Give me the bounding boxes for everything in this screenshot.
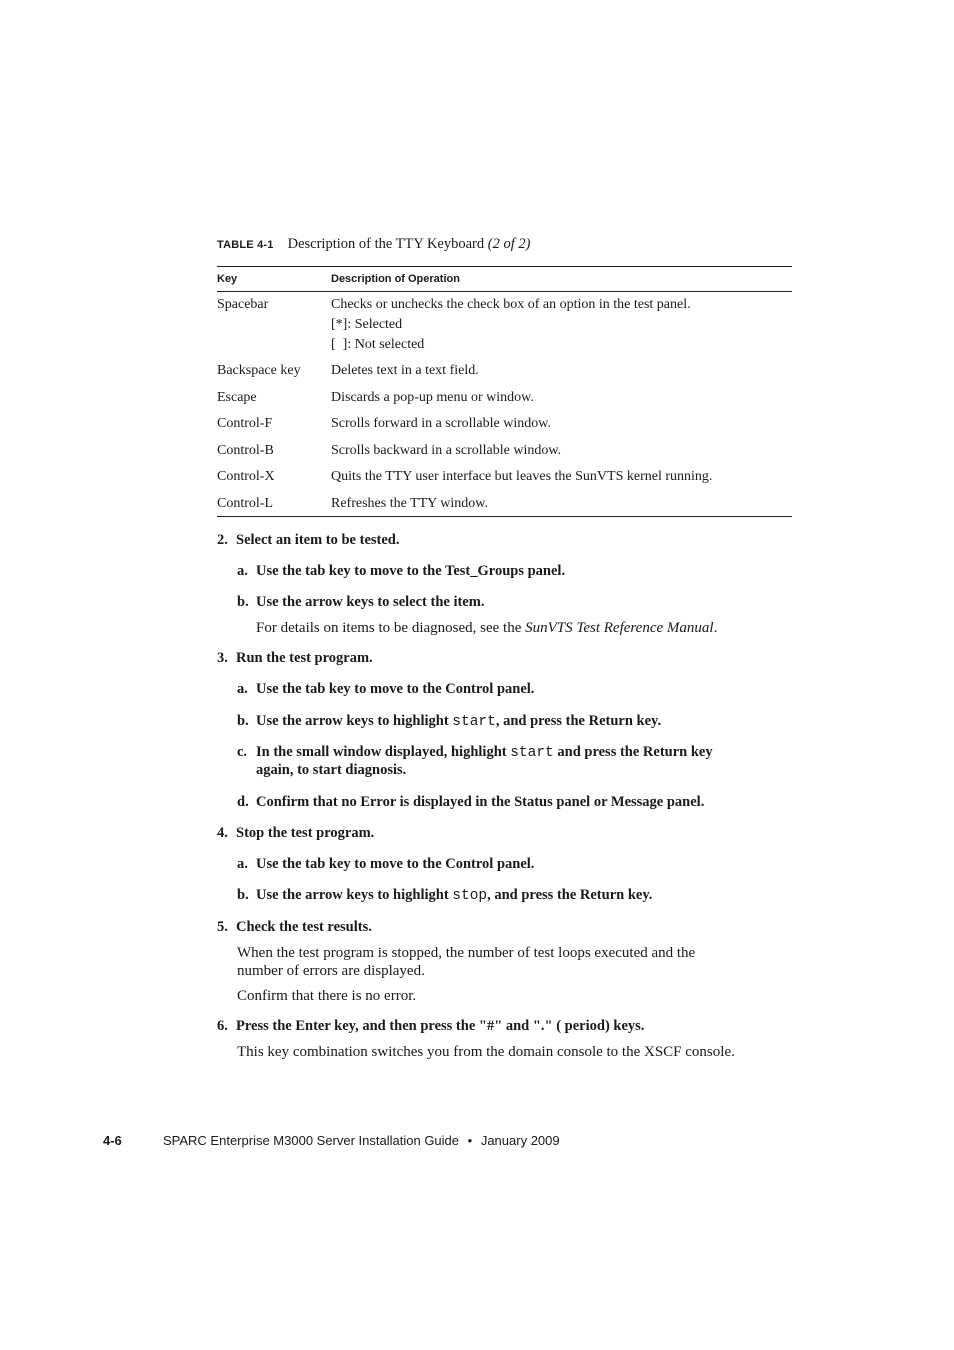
step-4a: a. Use the tab key to move to the Control panel. — [237, 856, 535, 872]
table-continuation: (2 of 2) — [487, 236, 531, 252]
table-cell-desc: Scrolls backward in a scrollable window. — [331, 443, 562, 458]
code-stop: stop — [452, 888, 488, 904]
table-cell-key: Backspace key — [217, 363, 301, 378]
table-cell-desc: Quits the TTY user interface but leaves the SunVTS kernel running. — [331, 469, 713, 484]
step-2b: b. Use the arrow keys to select the item. — [237, 594, 485, 610]
table-top-rule — [217, 266, 792, 267]
step-4: 4. Stop the test program. — [217, 825, 375, 841]
step-6: 6. Press the Enter key, and then press the "#" and "." ( period) keys. — [217, 1018, 645, 1034]
table-cell-desc: Discards a pop-up menu or window. — [331, 390, 534, 405]
table-cell-key: Control-B — [217, 443, 274, 458]
step-6-note: This key combination switches you from the domain console to the XSCF console. — [237, 1044, 735, 1060]
page-number: 4-6 — [103, 1133, 122, 1148]
book-title: SPARC Enterprise M3000 Server Installation Guide — [163, 1133, 460, 1148]
table-cell-key: Control-X — [217, 469, 275, 484]
table-cell-desc: Refreshes the TTY window. — [331, 496, 488, 511]
table-header-description: Description of Operation — [331, 273, 460, 285]
step-4b: b. Use the arrow keys to highlight stop, and press the Return key. — [237, 887, 653, 904]
step-2b-note: For details on items to be diagnosed, see the SunVTS Test Reference Manual. — [256, 620, 718, 636]
step-3b: b. Use the arrow keys to highlight start, and press the Return key. — [237, 713, 662, 730]
publication-date: January 2009 — [480, 1133, 560, 1148]
table-cell-key: Control-L — [217, 496, 273, 511]
table-cell-desc: [ ]: Not selected — [331, 337, 425, 352]
table-caption — [217, 236, 530, 253]
step-3: 3. Run the test program. — [217, 650, 373, 666]
table-cell-key: Control-F — [217, 416, 273, 431]
step-2: 2. Select an item to be tested. — [217, 532, 400, 548]
table-cell-key: Escape — [217, 390, 257, 405]
table-header-key: Key — [217, 273, 238, 285]
code-start: start — [452, 714, 496, 730]
code-start: start — [510, 745, 554, 761]
step-5-note2: Confirm that there is no error. — [237, 988, 417, 1004]
table-number: TABLE 4-1 — [217, 239, 274, 251]
step-3a: a. Use the tab key to move to the Control panel. — [237, 681, 535, 697]
step-5: 5. Check the test results. — [217, 919, 372, 935]
manual-title: SunVTS Test Reference Manual — [525, 620, 714, 636]
table-title: Description of the TTY Keyboard — [287, 236, 485, 252]
page-footer — [103, 1133, 560, 1148]
step-5-note-line1: When the test program is stopped, the number of test loops executed and the — [237, 945, 696, 961]
table-header-rule — [217, 291, 792, 292]
step-3c-continued: again, to start diagnosis. — [256, 762, 407, 778]
step-3c: c. In the small window displayed, highlight start and press the Return key — [237, 744, 713, 761]
footer-bullet: • — [467, 1133, 473, 1148]
table-bottom-rule — [217, 516, 792, 517]
step-3d: d. Confirm that no Error is displayed in the Status panel or Message panel. — [237, 794, 705, 810]
step-2a: a. Use the tab key to move to the Test_Groups panel. — [237, 563, 566, 579]
step-5-note-line2: number of errors are displayed. — [237, 963, 425, 979]
table-cell-desc: [*]: Selected — [331, 317, 403, 332]
table-cell-key: Spacebar — [217, 297, 269, 312]
table-cell-desc: Scrolls forward in a scrollable window. — [331, 416, 551, 431]
table-cell-desc: Checks or unchecks the check box of an option in the test panel. — [331, 297, 691, 312]
table-cell-desc: Deletes text in a text field. — [331, 363, 479, 378]
